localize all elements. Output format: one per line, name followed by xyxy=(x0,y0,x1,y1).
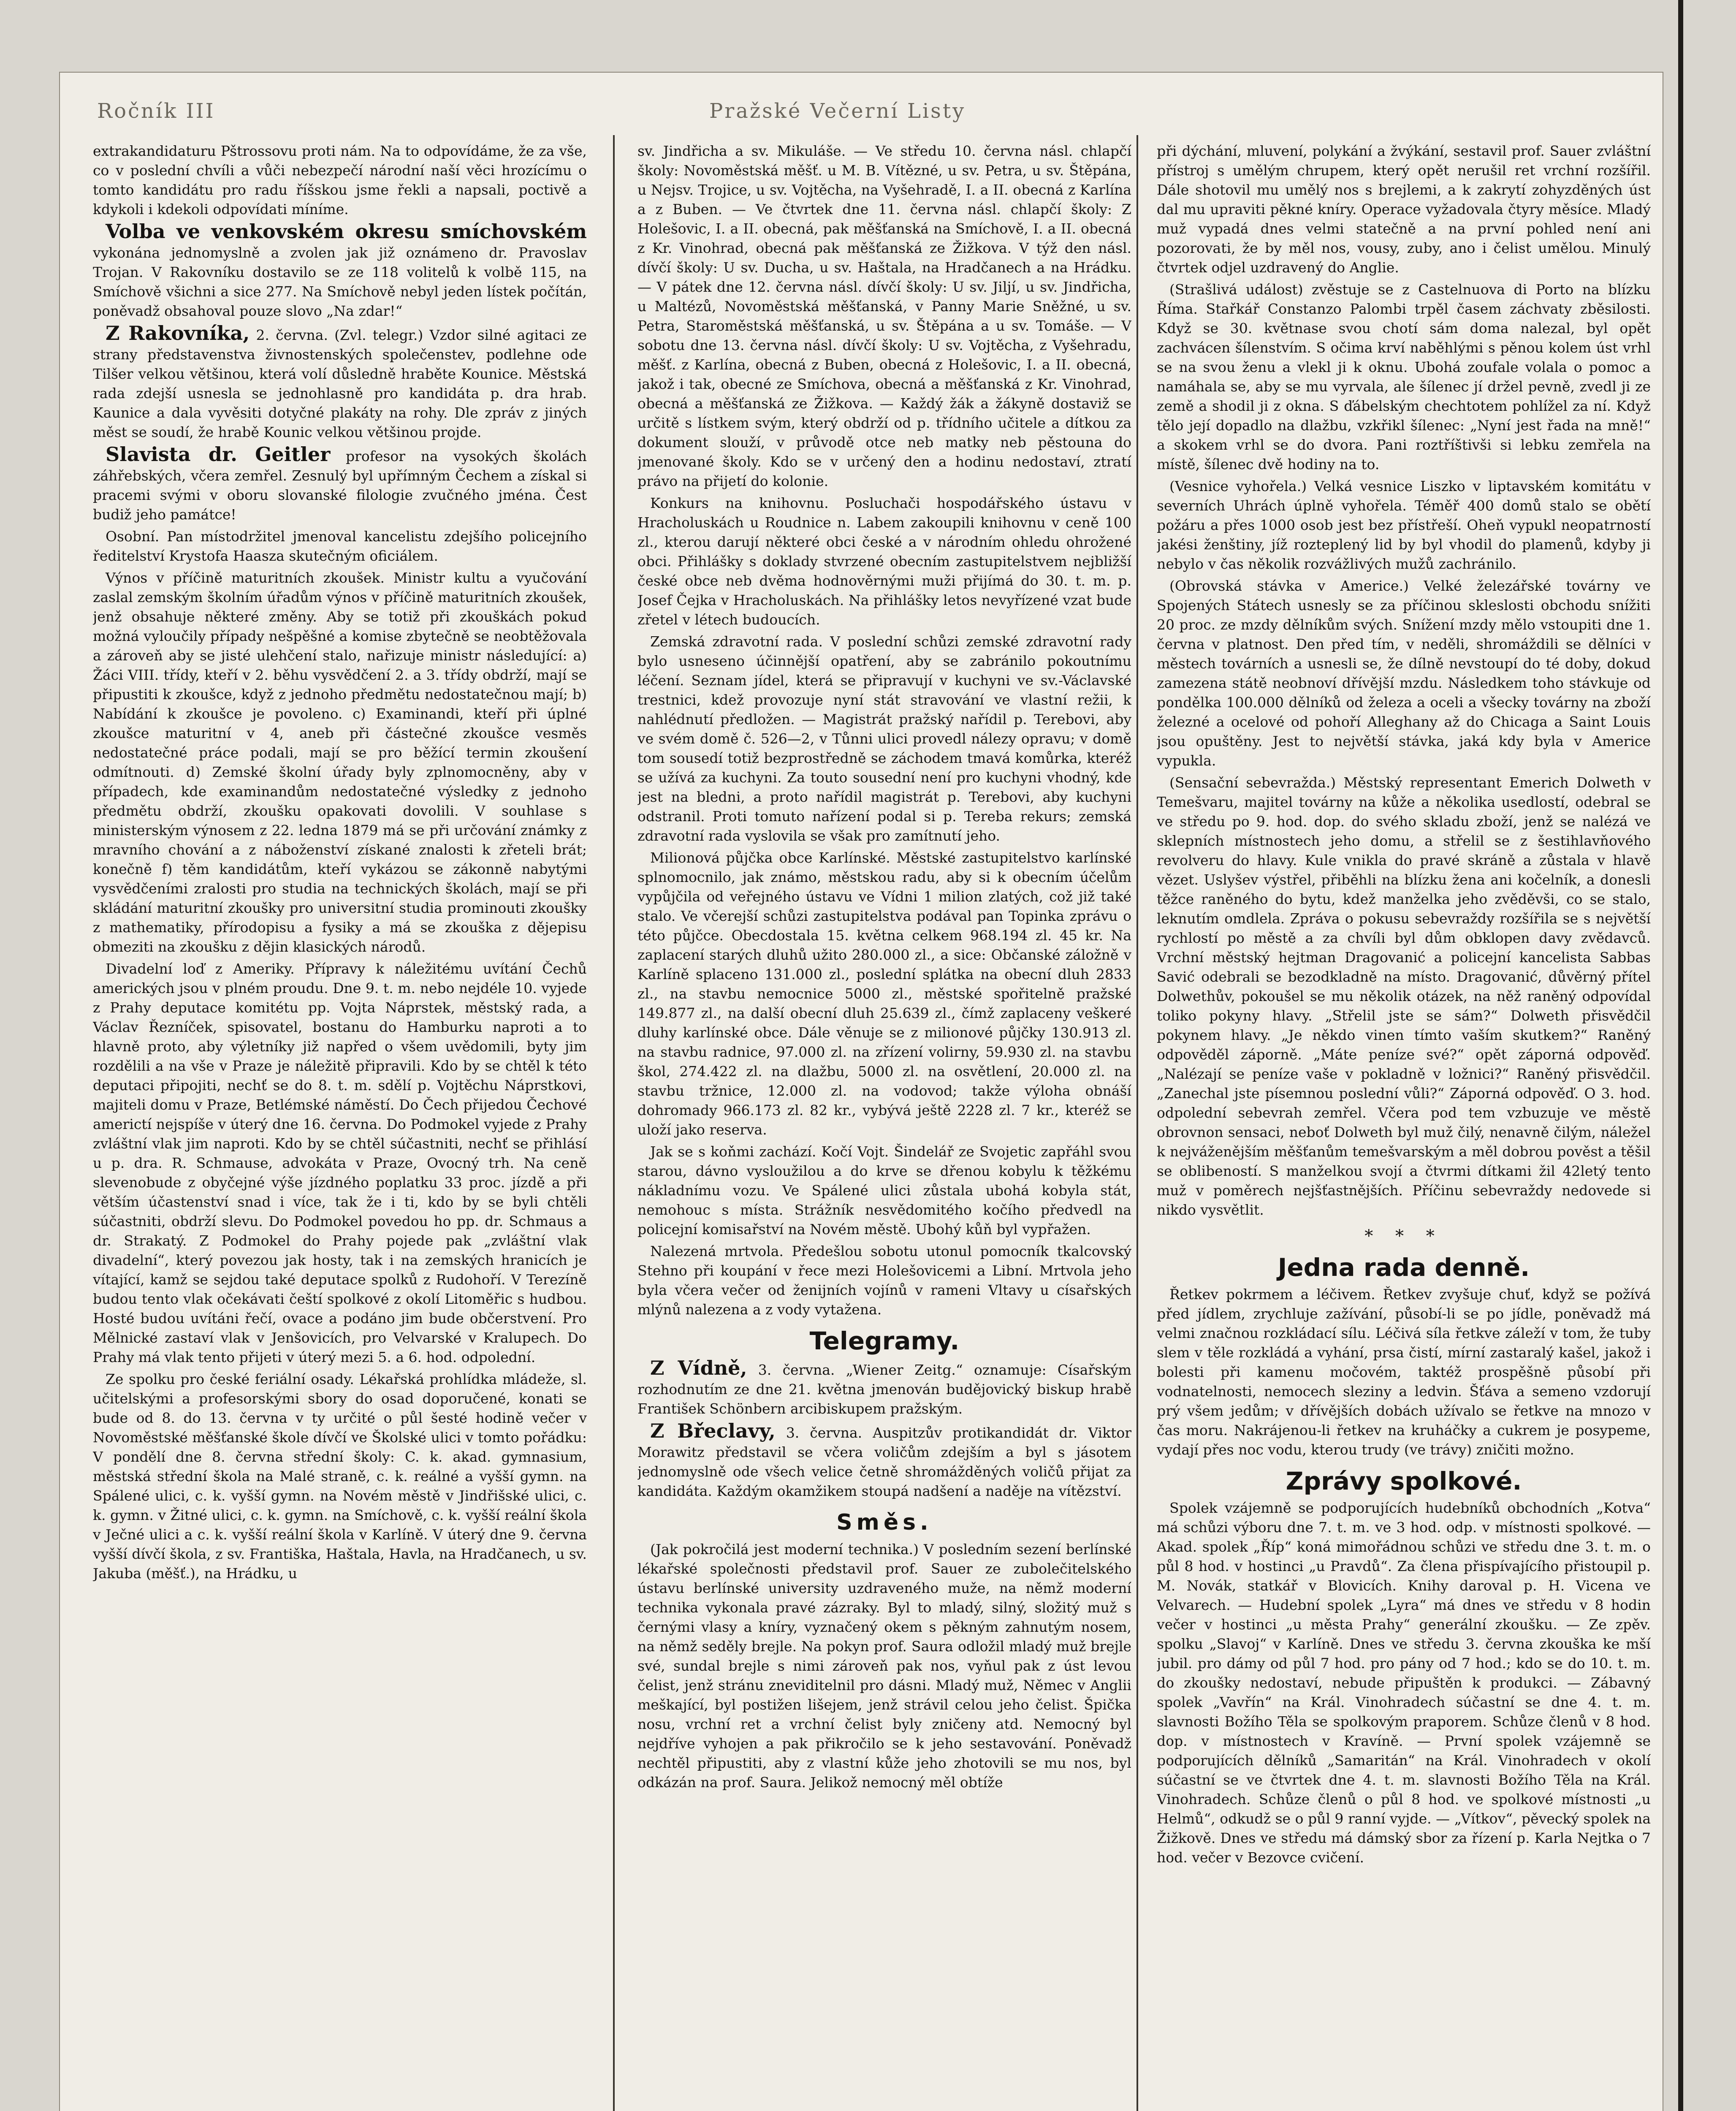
article-straslivy: (Strašlivá událost) zvěstuje se z Castelnuova di Porto na blízku Říma. Stařkář Constanzo Palombi trpěl časem záchvaty zběsilosti. Když se 30. květnase svou chotí sám doma nalezal, byl opět zachvácen šílenstvím. S očima krví naběhlými s pěnou kolem úst vrhl se na svou ženu a vlekl ji k oknu. Ubohá zoufale volala o pomoc a namáhala se, aby se mu vyrvala, ale šílenec jí držel pevně, zvedl ji ze země a shodil ji z okna. S ďábelským chechtotem pohlížel za ní. Když tělo její dopadlo na dlažbu, vzkřikl šílenec: „Nyní jest řada na mně!“ a skokem vrhl se do dvora. Pani roztříštivši si lebku zemřela na místě, šílenec dvě hodiny na to. xyxy=(1157,281,1651,472)
article-viden: 3. června. „Wiener Zeitg.“ oznamuje: Císařským rozhodnutím ze dne 21. května jmenován budějovický biskup hrabě František Schönbern arcibiskupem pražským. xyxy=(637,1362,1131,1417)
column-1 xyxy=(93,141,587,2111)
running-head-center: Pražské Večerní Listy xyxy=(709,99,966,123)
article-rakovnik: 2. června. (Zvl. telegr.) Vzdor silné agitaci ze strany představenstva živnostenských společenstev, podlehne ode Tilšer velkou většinou, která volí důsledně hraběte Kounice. Městská rada zdejší usnesla se jednohlasně pro kandidáta p. dra hrab. Kaunice a dala vyvěsiti dotyčné plakáty na rohy. Dle zpráv z jiných měst se soudí, že hrabě Kounic velkou většinou projde. xyxy=(93,327,587,440)
article-jedna-rada: Řetkev pokrmem a léčivem. Řetkev zvyšuje chuť, když se požívá před jídlem, zrychluje zažívání, působí-li se po jídle, poněvadž má velmi značnou rozkládací sílu. Léčivá síla řetkve záleží v tom, že tuby slem v těle rozkládá a vyhání, prsa čistí, mírní zastaralý kašel, jakož i bolesti při kamenu močovém, taktéž prospěšně působí při vodnatelnosti, nemocech sleziny a ledvin. Šťáva a semeno vzdorují prý všem jedům; v dřívějších dobách užívalo se řetkve na mnozo v čas moru. Nakrájenou-li řetkev na kruháčky a cukrem je posypeme, vydají přes noc vodu, kterou trudy (ve trávy) zničiti možno. xyxy=(1157,1286,1651,1458)
article-volba: vykonána jednomyslně a zvolen jak již oznámeno dr. Pravoslav Trojan. V Rakovníku dostavilo se ze 118 volitelů k volbě 115, na Smíchově všichni a sice 277. Na Smíchově nebyl jeden lístek počítán, poněvadž obsahoval pouze slovo „Na zdar!“ xyxy=(93,244,587,319)
column-rule-1 xyxy=(613,135,615,2111)
article-osobni: Osobní. Pan místodržitel jmenoval kancelistu zdejšího policejního ředitelství Krystofa Haasza skutečným oficiálem. xyxy=(93,528,587,564)
article-zemska: Zemská zdravotní rada. V poslední schůzi zemské zdravotní rady bylo usneseno účinnější opatření, aby se zabránilo pokoutnímu léčení. Seznam jídel, která se připravují v kuchyni ve sv.-Václavské trestnici, kdež provozuje nyní stát stravování ve vlastní režii, k nahlédnutí předložen. — Magistrát pražský nařídil p. Terebovi, aby ve svém domě č. 526—2, v Tůnni ulici provedl nálezy opravu; v domě tom sousedí totiž bezprostředně se záchodem tmavá komůrka, kteréž se užívá za kuchyni. Za touto sousední není pro kuchyni vhodný, kde jest na bledni, a proto nařídil magistrát p. Terebovi, aby kuchyni odstranil. Proti tomuto nařízení podal si p. Tereba rekurs; zemská zdravotní rada vyslovila se však pro zamítnutí jeho. xyxy=(637,633,1131,844)
running-head-left: Ročník III xyxy=(97,99,215,123)
section-heading-smes: Směs. xyxy=(836,1510,933,1535)
article-continuation: sv. Jindřicha a sv. Mikuláše. — Ve středu 10. června násl. chlapčí školy: Novoměstská měšť. u M. B. Vítězné, u sv. Petra, u sv. Štěpána, u Nejsv. Trojice, u sv. Vojtěcha, na Vyšehradě, I. a II. obecná z Karlína a z Buben. — Ve čtvrtek dne 11. června násl. chlapčí školy: Z Holešovic, I. a II. obecná, pak měšťanská na Smíchově, I. a II. obecná z Kr. Vinohrad, obecná pak měšťanská ze Žižkova. V týž den násl. dívčí školy: U sv. Ducha, u sv. Haštala, na Hradčanech a na Hrádku. — V pátek dne 12. června násl. dívčí školy: U sv. Jiljí, u sv. Jindřicha, u Maltézů, Novoměstská měšťanská, v Panny Marie Sněžné, u sv. Petra, Staroměstská měšťanská, u sv. Štěpána a u sv. Tomáše. — V sobotu dne 13. června násl. dívčí školy: U sv. Vojtěcha, z Vyšehradu, měšť. z Karlína, obecná z Buben, obecná z Holešovic, I. a II. obecná, jakož i tak, obecné ze Smíchova, obecná a měšťanská z Kr. Vinohrad, obecná a měšťanská ze Žižkova. — Každý žák a žákyně dostaviž se určitě s lístkem svým, který obdrží od p. třídního učitele a dítkou za dokument slouží, v průvodě otce neb matky neb pěstouna do jmenované školy. Kdo se v určený den a hodinu nedostaví, ztratí právo na přijetí do kolonie. xyxy=(637,143,1131,489)
heading-slavista: Slavista dr. Geitler xyxy=(106,443,331,466)
article-zpravy: Spolek vzájemně se podporujících hudebníků obchodních „Kotva“ má schůzi výboru dne 7. t. m. ve 3 hod. odp. v místnosti spolkové. — Akad. spolek „Říp“ koná mimořádnou schůzi ve středu dne 3. t. m. o půl 8 hod. v hostinci „u Pravdů“. Za člena přispívajícího přistoupil p. M. Novák, statkář v Blovicích. Knihy daroval p. H. Vicena ve Velvarech. — Hudební spolek „Lyra“ má dnes ve středu v 8 hodin večer v hostinci „u města Prahy“ generální zkoušku. — Ze zpěv. spolku „Slavoj“ v Karlíně. Dnes ve středu 3. června zkouška ke mší jubil. pro dámy od půl 7 hod. pro pány od 7 hod.; kdo se do 10. t. m. do zkoušky nedostaví, nebude připuštěn k produkci. — Zábavný spolek „Vavřín“ na Král. Vinohradech súčastní se dne 4. t. m. slavnosti Božího Těla se spolkovým praporem. Schůze členů v 8 hod. dop. v místnostech v Kravíně. — První spolek vzájemně se podporujících dělníků „Samaritán“ na Král. Vinohradech v okolí súčastní se ve čtvrtek dne 4. t. m. slavnosti Božího Těla na Král. Vinohradech. Schůze členů o půl 8 hod. ve spolkové místnosti „u Helmů“, odkudž se o půl 9 ranní vyjde. — „Vítkov“, pěvecký spolek na Žižkově. Dnes ve středu má dámský sbor za řízení p. Karla Nejtka o 7 hod. večer v Bezovce cvičení. xyxy=(1157,1500,1651,1866)
section-heading-telegramy: Telegramy. xyxy=(809,1327,960,1355)
article-milionova: Milionová půjčka obce Karlínské. Městské zastupitelstvo karlínské splnomocnilo, jak známo, městskou radu, aby si k obecním účelům vypůjčila od veřejného ústavu ve Vídni 1 milion zlatých, což již také stalo. Ve včerejší schůzi zastupitelstva podával pan Topinka zprávu o této půjčce. Obecdostala 15. května celkem 968.194 zl. 45 kr. Na zaplacení starých dluhů užito 280.000 zl., a sice: Občanské záložně v Karlíně splaceno 131.000 zl., poslední splátka na obecní dluh 2833 zl., na stavbu nemocnice 5000 zl., městské spořitelně pražské 149.877 zl., na další obecní dluh 25.639 zl., čímž zaplaceny veškeré dluhy karlínské obce. Dále věnuje se z milionové půjčky 130.913 zl. na stavbu radnice, 97.000 zl. na zřízení volirny, 59.930 zl. na stavbu škol, 274.422 zl. na dlažbu, 5000 zl. na osvětlení, 20.000 zl. na stavbu tržnice, 12.000 zl. na vodovod; takže výloha obnáší dohromady 966.173 zl. 82 kr., vybývá ještě 2228 zl. 7 kr., kteréž se uloží jako reserva. xyxy=(637,849,1131,1138)
article-sensacni: (Sensační sebevražda.) Městský representant Emerich Dolweth v Temešvaru, majitel továrny na kůže a několika usedlostí, odebral se ve středu po 9. hod. dop. do svého skladu zboží, jenž se nalézá ve sklepních místnostech jeho domu, a střelil se z šestihlavňového revolveru do hlavy. Kule vnikla do pravé skráně a zůstala v hlavě vězet. Uslyšev výstřel, přiběhli na blízku žena ani kočelník, a donesli těžce raněného do bytu, kdež manželka jeho zvěděvši, co se stalo, leknutím omdlela. Zpráva o pokusu sebevraždy rozšířila se s největší rychlostí po městě a za chvíli byl dům obklopen davy zvědavců. Vrchní městský hejtman Dragovanić a policejní kancelista Sabbas Savić odebrali se bezodkladně na místo. Dragovanić, důvěrný přítel Dolwethův, pokoušel se mu několik otázek, na něž raněný odpovídal toliko pokyny hlavy. „Střelil jste se sám?“ Dolweth přisvědčil pokynem hlavy. „Je někdo vinen tímto vaším skutkem?“ Raněný odpověděl záporně. „Máte peníze své?“ opět záporná odpověď. „Nalézají se peníze vaše v pokladně v ložnici?“ Raněný přisvědčil. „Zanechal jste písemnou poslední vůli?“ Záporná odpověď. O 3. hod. odpolední sebevrah zemřel. Včera pod tem vzbuzuje ve městě obrovnon sensaci, neboť Dolweth byl muž čilý, nenavně čilým, náležel k nejváženějším měšťanům temešvarským a měl dobrou pověst a těšil se oblibeností. S manželkou svojí a čtvrmi dítkami žil 42letý tento muž v poměrech nejšťastnějších. Příčinu sebevraždy nedovede si nikdo vysvětlit. xyxy=(1157,774,1651,1218)
heading-breclavy: Z Břeclavy, xyxy=(650,1419,776,1442)
section-separator-stars: * * * xyxy=(1364,1226,1443,1246)
article-continuation: extrakandidaturu Pštrossovu proti nám. Na to odpovídáme, že za vše, co v poslední chvíli a vůči nebezpečí národní naší věci hrozícímu o tomto kandidátu pro radu říšskou jsme řekli a napsali, poctivě a kdykoli i kdekoli odpovídati míníme. xyxy=(93,143,587,217)
article-spolku: Ze spolku pro české feriální osady. Lékařská prohlídka mládeže, sl. učitelskými a profesorskými sbory do osad doporučené, konati se bude od 8. do 13. června v ty určité o půl šesté hodině večer v Novoměstské měšťanské škole dívčí ve Školské ulici v tomto pořádku: V pondělí dne 8. června střední školy: C. k. akad. gymnasium, městská střední škola na Malé straně, c. k. reálné a vyšší gymn. na Spálené ulici, c. k. vyšší gymn. na Novém městě v Jindřišské ulici, c. k. gymn. v Žitné ulici, c. k. gymn. na Smíchově, c. k. vyšší reální škola v Ječné ulici a c. k. vyšší reální škola v Karlíně. V úterý dne 9. června vyšší dívčí škola, z sv. Františka, Haštala, Havla, na Hradčanech, u sv. Jakuba (měšť.), na Hrádku, u xyxy=(93,1371,587,1582)
article-obrovska: (Obrovská stávka v Americe.) Velké železářské továrny ve Spojených Státech usnesly se za příčinou skleslosti obchodu snížiti 20 proc. ze mzdy dělníkům svých. Snížení mzdy mělo vstoupiti dne 1. června v platnost. Den před tím, v neděli, shromáždili se dělníci v městech továrních a usnesli se, že dílně nevstoupí do té doby, dokud zamezena státě neobnoví dřívější mzdu. Následkem toho stávkuje od pondělka 100.000 dělníků od železa a oceli a všecky továrny na zboží železné a ocelové od pohoří Alleghany až do Chicaga a Saint Louis jsou opuštěny. Jest to největší stávka, jaká kdy byla v Americe vypukla. xyxy=(1157,578,1651,769)
article-smes: (Jak pokročilá jest moderní technika.) V posledním sezení berlínské lékařské společnosti představil prof. Sauer ze zubolečitelského ústavu berlínské university uzdraveného muže, na němž moderní technika vykonala pravé zázraky. Byl to mladý, silný, složitý muž s černými vlasy a kníry, vyznačený okem s pěkným zahnutým nosem, na němž seděly brejle. Na pokyn prof. Saura odložil mladý muž brejle své, sundal brejle s nimi zároveň pak nos, vyňul pak z úst levou čelist, jenž stránu zneviditelnil pro dásni. Mladý muž, Němec v Anglii meškající, byl postižen lišejem, jenž strávil celou jeho čelist. Špička nosu, vrchní ret a vrchní čelist byly zničeny atd. Nemocný byl nejdříve vyhojen a pak přikročilo se k jeho sestavování. Poněvadž nechtěl připustiti, aby z vlastní kůže jeho zhotovili se mu nos, byl odkázán na prof. Saura. Jelikož nemocný měl obtíže xyxy=(637,1541,1131,1791)
column-2 xyxy=(637,141,1131,2111)
section-heading-jedna-rada: Jedna rada denně. xyxy=(1278,1253,1530,1282)
column-rule-2 xyxy=(1137,135,1138,2111)
heading-volba: Volba ve venkovském okresu smíchovském xyxy=(106,220,587,243)
article-konmi: Jak se s koňmi zachází. Kočí Vojt. Šindelář ze Svojetic zapřáhl svou starou, dávno vysloužilou a do krve se dřenou kobylu k těžkému nákladnímu vozu. Ve Spálené ulici zůstala ubohá kobyla stát, nemohouc s místa. Strážník nesvědomitého kočího předvedl na policejní komisařství na Novém městě. Ubohý kůň byl vypřažen. xyxy=(637,1143,1131,1237)
article-slavista: profesor na vysokých školách záhřebských, včera zemřel. Zesnulý byl upřímným Čechem a získal si pracemi svými v oboru slovanské filologie zvučného jména. Čest budiž jeho památce! xyxy=(93,448,587,523)
page-edge-rule xyxy=(1678,0,1683,2111)
article-vynos: Výnos v příčině maturitních zkoušek. Ministr kultu a vyučování zaslal zemským školním úřadům výnos v příčině maturitních zkoušek, jenž obsahuje některé změny. Aby se totiž při zkouškách pokud možná vyloučily případy nešpěšné a komise zbytečně se neobtěžovala a zároveň aby se jisté ulehčení stalo, nařizuje ministr následující: a) Žáci VIII. třídy, kteří v 2. běhu vysvědčení 2. a 3. třídy obdrží, mají se připustiti k zkoušce, když z jednoho předmětu nedostatečnou mají; b) Nabídání k zkoušce je povoleno. c) Examinandi, kteří při úplné zkoušce maturitní v 4, aneb při částečné zkoušce vesměs nedostatečné práce podali, mají se pro běžící termin zkoušení odmítnouti. d) Zemské školní úřady byly zplnomocněny, aby v případech, kde examinandům nedostatečné výsledky z jednoho předmětu obdrží, zkoušku opakovati dovolili. V souhlase s ministerským výnosem z 22. ledna 1879 má se při určování známky z mravního chování a z náboženství získané znalosti k zřeteli brát; konečně f) těm kandidátům, kteří vykázou se zákonně nabytými vysvědčeními zralosti pro studia na technických školách, mají se při skládání maturitní zkoušky pro universitní studia prominouti zkoušky z mathematiky, přírodopisu a fysiky a má se zkouška z dějepisu obmeziti na zkoušku z dějin klasických národů. xyxy=(93,570,587,955)
article-breclavy: 3. června. Auspitzův protikandidát dr. Viktor Morawitz představil se včera voličům zdejším a byl s jásotem jednomyslně ode všech velice četně shromážděných voličů přijat za kandidáta. Každým okamžikem stoupá nadšení a naděje na vítězství. xyxy=(637,1425,1131,1499)
heading-viden: Z Vídně, xyxy=(650,1357,747,1379)
heading-rakovnik: Z Rakovníka, xyxy=(106,322,250,345)
article-divadelni: Divadelní loď z Ameriky. Přípravy k náležitému uvítání Čechů amerických jsou v plném proudu. Dne 9. t. m. nebo nejdéle 10. vyjede z Prahy deputace komitétu pp. Vojta Náprstek, městský rada, a Václav Řezníček, spisovatel, bostanu do Hamburku naproti a to hlavně proto, aby výletníky již napřed o všem uvědomili, byty jim rozdělili a na vše v Praze je náležitě připravili. Kdo by se chtěl k této deputaci připojiti, nechť se do 8. t. m. sdělí p. Vojtěchu Náprstkovi, majiteli domu v Praze, Betlémské náměstí. Do Čech přijedou Čechové americtí nejspíše v úterý dne 16. června. Do Podmokel vyjede z Prahy zvláštní vlak jim naproti. Kdo by se chtěl súčastniti, nechť se přihlásí u p. dra. R. Schmause, advokáta v Praze, Ovocný trh. Na ceně slevenobude z obyčejné výše jízdného poplatku 33 proc. jízdě a při větším účastenství snad i více, tak že i ti, kdo by se byli chtěli súčastniti, obdrží slevu. Do Podmokel povedou ho pp. dr. Schmaus a dr. Strakatý. Z Podmokel do Prahy pojede pak „zvláštní vlak divadelní“, který povezou jak hosty, tak i na zemských hranicích je vítající, kamž se sejdou také deputace spolků z Rudohoří. V Terezíně budou tento vlak očekávati čeští spolkové z okolí Litoměřic s hudbou. Hosté budou uvítáni řečí, ovace a podáno jim bude občerstvení. Pro Mělnické zastaví vlak v Jenšovicích, pro Velvarské v Kralupech. Do Prahy má vlak tento přijeti v úterý mezi 5. a 6. hod. odpolední. xyxy=(93,961,587,1365)
article-vesnice: (Vesnice vyhořela.) Velká vesnice Liszko v liptavském komitátu v severních Uhrách úplně vyhořela. Téměř 400 domů stalo se obětí požáru a přes 1000 osob jest bez přístřeší. Oheň vypukl neopatrností jakési ženštiny, jíž rozteplený lid by byl vhodil do plamenů, kdyby ji nebylo v čas několik rozvážlivých mužů zachránilo. xyxy=(1157,478,1651,572)
section-heading-zpravy: Zprávy spolkové. xyxy=(1286,1467,1522,1495)
article-konkurs: Konkurs na knihovnu. Posluchači hospodářského ústavu v Hracholuskách u Roudnice n. Labem zakoupili knihovnu v ceně 100 zl., kterou darují některé obci české a v národním ohledu ohrožené obci. Přihlášky s doklady stvrzené obecním zastupitelstvem nejbližší české obce neb dvěma hodnověrnými muži přijímá do 30. t. m. p. Josef Čejka v Hracholuskách. Na přihlášky letos nevyřízené vzat bude zřetel v létech budoucích. xyxy=(637,495,1131,628)
running-head xyxy=(97,99,1638,125)
article-continuation: při dýchání, mluvení, polykání a žvýkání, sestavil prof. Sauer zvláštní přístroj s umělým chrupem, který opět nerušil ret vrchní rozšířil. Dále shotovil mu umělý nos s brejlemi, a k zakrytí zohyzděných úst dal mu upraviti pěkné kníry. Operace vyžadovala čtyry měsíce. Mladý muž vypadá dnes velmi statečně a na první pohled není ani pozorovati, že by měl nos, vousy, zuby, ano i čelist umělou. Minulý čtvrtek odjel uzdravený do Anglie. xyxy=(1157,143,1651,276)
article-mrtvola: Nalezená mrtvola. Předešlou sobotu utonul pomocník tkalcovský Stehno při koupání v řece mezi Holešovicemi a Libní. Mrtvola jeho byla včera večer od ženijních vojínů v rameni Vltavy u císařských mlýnů nalezena a z vody vytažena. xyxy=(637,1243,1131,1318)
column-3 xyxy=(1157,141,1651,2111)
